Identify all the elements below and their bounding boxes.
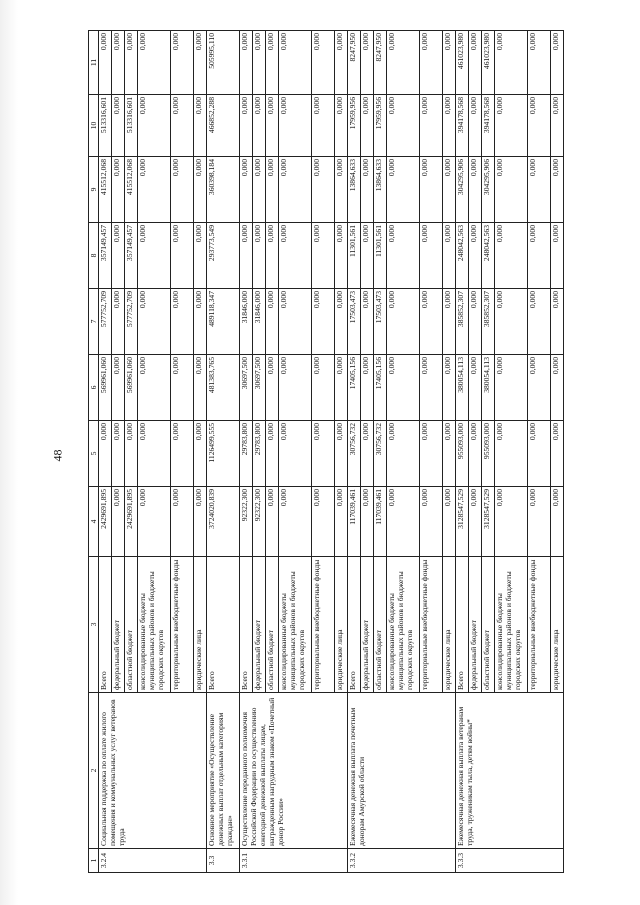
amount-cell: 0,000 bbox=[443, 421, 456, 487]
amount-cell: 0,000 bbox=[420, 95, 443, 157]
funding-source-cell: федеральный бюджет bbox=[361, 557, 374, 693]
amount-cell: 0,000 bbox=[528, 223, 551, 289]
amount-cell: 0,000 bbox=[387, 157, 420, 223]
funding-source-cell: консолидированные бюджеты муниципальных районов и бюджеты городских округов bbox=[495, 557, 528, 693]
amount-cell: 0,000 bbox=[387, 421, 420, 487]
item-number-cell: 3.3.3 bbox=[456, 849, 564, 873]
amount-cell: 0,000 bbox=[420, 421, 443, 487]
amount-cell: 394178,568 bbox=[482, 95, 495, 157]
column-number-cell: 7 bbox=[89, 289, 99, 355]
amount-cell: 0,000 bbox=[469, 487, 482, 557]
amount-cell: 248042,563 bbox=[456, 223, 469, 289]
amount-cell: 13864,633 bbox=[374, 157, 387, 223]
amount-cell: 0,000 bbox=[528, 487, 551, 557]
amount-cell: 461023,980 bbox=[456, 31, 469, 95]
funding-source-cell: консолидированные бюджеты муниципальных районов и бюджеты городских округов bbox=[279, 557, 312, 693]
column-number-cell: 4 bbox=[89, 487, 99, 557]
amount-cell: 0,000 bbox=[335, 157, 348, 223]
amount-cell: 0,000 bbox=[551, 157, 564, 223]
amount-cell: 0,000 bbox=[194, 223, 207, 289]
amount-cell: 0,000 bbox=[443, 289, 456, 355]
amount-cell: 304295,906 bbox=[482, 157, 495, 223]
amount-cell: 0,000 bbox=[312, 223, 335, 289]
amount-cell: 0,000 bbox=[171, 31, 194, 95]
amount-cell: 0,000 bbox=[361, 289, 374, 355]
amount-cell: 0,000 bbox=[312, 95, 335, 157]
amount-cell: 11301,561 bbox=[374, 223, 387, 289]
amount-cell: 0,000 bbox=[443, 31, 456, 95]
item-name-cell: Ежемесячная денежная выплата ветеранам труда, труженикам тыла, детям войны* bbox=[456, 693, 564, 849]
funding-source-cell: консолидированные бюджеты муниципальных районов и бюджеты городских округов bbox=[387, 557, 420, 693]
amount-cell: 0,000 bbox=[420, 487, 443, 557]
amount-cell: 0,000 bbox=[194, 157, 207, 223]
amount-cell: 30756,732 bbox=[374, 421, 387, 487]
funding-source-cell: территориальные внебюджетные фонды bbox=[171, 557, 194, 693]
item-name-cell: Осуществление переданного полномочия Российской Федерации по осуществлению ежегодной денежной выплаты лицам, награжденным нагрудным знаком «Почетный донор России» bbox=[240, 693, 348, 849]
amount-cell: 0,000 bbox=[387, 487, 420, 557]
amount-cell: 955093,000 bbox=[456, 421, 469, 487]
amount-cell: 0,000 bbox=[528, 157, 551, 223]
funding-source-cell: областной бюджет bbox=[125, 557, 138, 693]
amount-cell: 0,000 bbox=[266, 487, 279, 557]
table-row bbox=[348, 31, 361, 873]
page-number: 48 bbox=[50, 449, 65, 462]
amount-cell: 0,000 bbox=[138, 223, 171, 289]
amount-cell: 0,000 bbox=[112, 289, 125, 355]
amount-cell: 17503,473 bbox=[348, 289, 361, 355]
amount-cell: 0,000 bbox=[312, 487, 335, 557]
amount-cell: 30756,732 bbox=[348, 421, 361, 487]
amount-cell: 0,000 bbox=[420, 31, 443, 95]
funding-source-cell: федеральный бюджет bbox=[112, 557, 125, 693]
amount-cell: 0,000 bbox=[279, 355, 312, 421]
amount-cell: 0,000 bbox=[99, 421, 112, 487]
amount-cell: 8247,950 bbox=[348, 31, 361, 95]
amount-cell: 0,000 bbox=[495, 223, 528, 289]
amount-cell: 0,000 bbox=[240, 31, 253, 95]
amount-cell: 0,000 bbox=[112, 223, 125, 289]
amount-cell: 0,000 bbox=[469, 355, 482, 421]
amount-cell: 0,000 bbox=[312, 289, 335, 355]
amount-cell: 0,000 bbox=[335, 95, 348, 157]
amount-cell: 569961,060 bbox=[125, 355, 138, 421]
amount-cell: 0,000 bbox=[335, 289, 348, 355]
amount-cell: 357149,457 bbox=[125, 223, 138, 289]
amount-cell: 0,000 bbox=[279, 31, 312, 95]
amount-cell: 0,000 bbox=[443, 355, 456, 421]
amount-cell: 0,000 bbox=[469, 421, 482, 487]
amount-cell: 0,000 bbox=[495, 487, 528, 557]
amount-cell: 0,000 bbox=[138, 289, 171, 355]
amount-cell: 0,000 bbox=[171, 157, 194, 223]
rotated-page bbox=[88, 31, 560, 873]
amount-cell: 117039,461 bbox=[374, 487, 387, 557]
item-name-cell: Основное мероприятие «Осуществление денежных выплат отдельным категориям граждан» bbox=[207, 693, 240, 849]
funding-source-cell: федеральный бюджет bbox=[253, 557, 266, 693]
amount-cell: 2429691,895 bbox=[99, 487, 112, 557]
amount-cell: 13864,633 bbox=[348, 157, 361, 223]
amount-cell: 3128547,529 bbox=[456, 487, 469, 557]
amount-cell: 0,000 bbox=[335, 355, 348, 421]
amount-cell: 481383,765 bbox=[207, 355, 240, 421]
table-body bbox=[89, 31, 564, 873]
funding-source-cell: территориальные внебюджетные фонды bbox=[312, 557, 335, 693]
amount-cell: 0,000 bbox=[112, 31, 125, 95]
amount-cell: 0,000 bbox=[279, 223, 312, 289]
amount-cell: 0,000 bbox=[443, 95, 456, 157]
amount-cell: 0,000 bbox=[528, 95, 551, 157]
amount-cell: 0,000 bbox=[138, 355, 171, 421]
amount-cell: 0,000 bbox=[361, 95, 374, 157]
amount-cell: 3128547,529 bbox=[482, 487, 495, 557]
amount-cell: 17405,156 bbox=[374, 355, 387, 421]
column-number-cell: 11 bbox=[89, 31, 99, 95]
funding-source-cell: территориальные внебюджетные фонды bbox=[528, 557, 551, 693]
amount-cell: 0,000 bbox=[194, 421, 207, 487]
amount-cell: 30697,500 bbox=[253, 355, 266, 421]
amount-cell: 0,000 bbox=[361, 421, 374, 487]
amount-cell: 29783,800 bbox=[240, 421, 253, 487]
amount-cell: 0,000 bbox=[266, 95, 279, 157]
amount-cell: 17503,473 bbox=[374, 289, 387, 355]
amount-cell: 0,000 bbox=[171, 223, 194, 289]
amount-cell: 0,000 bbox=[125, 31, 138, 95]
amount-cell: 0,000 bbox=[194, 355, 207, 421]
amount-cell: 415512,068 bbox=[99, 157, 112, 223]
amount-cell: 2429691,895 bbox=[125, 487, 138, 557]
amount-cell: 0,000 bbox=[551, 289, 564, 355]
funding-source-cell: Всего bbox=[99, 557, 112, 693]
amount-cell: 0,000 bbox=[99, 31, 112, 95]
amount-cell: 0,000 bbox=[253, 223, 266, 289]
amount-cell: 0,000 bbox=[253, 95, 266, 157]
amount-cell: 0,000 bbox=[551, 487, 564, 557]
amount-cell: 17959,956 bbox=[374, 95, 387, 157]
amount-cell: 0,000 bbox=[194, 31, 207, 95]
amount-cell: 569961,060 bbox=[99, 355, 112, 421]
amount-cell: 0,000 bbox=[171, 487, 194, 557]
amount-cell: 0,000 bbox=[112, 487, 125, 557]
amount-cell: 0,000 bbox=[335, 223, 348, 289]
amount-cell: 0,000 bbox=[387, 355, 420, 421]
amount-cell: 415512,068 bbox=[125, 157, 138, 223]
amount-cell: 0,000 bbox=[361, 223, 374, 289]
amount-cell: 0,000 bbox=[112, 95, 125, 157]
amount-cell: 0,000 bbox=[138, 95, 171, 157]
amount-cell: 248042,563 bbox=[482, 223, 495, 289]
amount-cell: 0,000 bbox=[112, 355, 125, 421]
item-number-cell: 3.3.1 bbox=[240, 849, 348, 873]
amount-cell: 357149,457 bbox=[99, 223, 112, 289]
amount-cell: 0,000 bbox=[469, 95, 482, 157]
amount-cell: 0,000 bbox=[279, 421, 312, 487]
budget-table bbox=[88, 30, 564, 873]
amount-cell: 293773,549 bbox=[207, 223, 240, 289]
column-number-cell: 1 bbox=[89, 849, 99, 873]
amount-cell: 117039,461 bbox=[348, 487, 361, 557]
amount-cell: 0,000 bbox=[138, 31, 171, 95]
amount-cell: 0,000 bbox=[312, 157, 335, 223]
amount-cell: 0,000 bbox=[171, 95, 194, 157]
amount-cell: 0,000 bbox=[312, 31, 335, 95]
amount-cell: 0,000 bbox=[361, 355, 374, 421]
amount-cell: 0,000 bbox=[528, 31, 551, 95]
amount-cell: 385852,307 bbox=[456, 289, 469, 355]
amount-cell: 0,000 bbox=[551, 223, 564, 289]
column-number-row bbox=[89, 31, 99, 873]
amount-cell: 0,000 bbox=[443, 157, 456, 223]
item-number-cell: 3.3.2 bbox=[348, 849, 456, 873]
amount-cell: 380054,113 bbox=[482, 355, 495, 421]
amount-cell: 8247,950 bbox=[374, 31, 387, 95]
amount-cell: 385852,307 bbox=[482, 289, 495, 355]
amount-cell: 0,000 bbox=[420, 289, 443, 355]
amount-cell: 0,000 bbox=[266, 31, 279, 95]
table-row bbox=[456, 31, 469, 873]
amount-cell: 0,000 bbox=[112, 157, 125, 223]
funding-source-cell: юридические лица bbox=[194, 557, 207, 693]
amount-cell: 0,000 bbox=[469, 223, 482, 289]
amount-cell: 30697,500 bbox=[240, 355, 253, 421]
amount-cell: 0,000 bbox=[253, 157, 266, 223]
amount-cell: 461023,980 bbox=[482, 31, 495, 95]
amount-cell: 0,000 bbox=[361, 487, 374, 557]
amount-cell: 0,000 bbox=[495, 421, 528, 487]
column-number-cell: 10 bbox=[89, 95, 99, 157]
amount-cell: 0,000 bbox=[495, 157, 528, 223]
amount-cell: 0,000 bbox=[279, 487, 312, 557]
amount-cell: 0,000 bbox=[335, 487, 348, 557]
amount-cell: 0,000 bbox=[335, 421, 348, 487]
amount-cell: 0,000 bbox=[194, 487, 207, 557]
amount-cell: 360398,184 bbox=[207, 157, 240, 223]
item-number-cell: 3.2.4 bbox=[99, 849, 207, 873]
amount-cell: 0,000 bbox=[469, 157, 482, 223]
amount-cell: 0,000 bbox=[387, 289, 420, 355]
amount-cell: 0,000 bbox=[125, 421, 138, 487]
amount-cell: 513316,601 bbox=[99, 95, 112, 157]
amount-cell: 0,000 bbox=[528, 289, 551, 355]
funding-source-cell: Всего bbox=[207, 557, 240, 693]
item-name-cell: Социальная поддержка по оплате жилого помещения и коммунальных услуг ветеранов труда bbox=[99, 693, 207, 849]
amount-cell: 0,000 bbox=[420, 223, 443, 289]
amount-cell: 0,000 bbox=[528, 355, 551, 421]
amount-cell: 0,000 bbox=[194, 95, 207, 157]
amount-cell: 380054,113 bbox=[456, 355, 469, 421]
amount-cell: 0,000 bbox=[171, 421, 194, 487]
amount-cell: 0,000 bbox=[138, 487, 171, 557]
amount-cell: 394178,568 bbox=[456, 95, 469, 157]
column-number-cell: 2 bbox=[89, 693, 99, 849]
amount-cell: 0,000 bbox=[420, 157, 443, 223]
amount-cell: 31846,000 bbox=[240, 289, 253, 355]
amount-cell: 0,000 bbox=[361, 157, 374, 223]
funding-source-cell: юридические лица bbox=[551, 557, 564, 693]
amount-cell: 0,000 bbox=[253, 31, 266, 95]
amount-cell: 0,000 bbox=[112, 421, 125, 487]
amount-cell: 489118,347 bbox=[207, 289, 240, 355]
amount-cell: 0,000 bbox=[266, 223, 279, 289]
funding-source-cell: областной бюджет bbox=[482, 557, 495, 693]
amount-cell: 0,000 bbox=[495, 289, 528, 355]
amount-cell: 0,000 bbox=[495, 355, 528, 421]
amount-cell: 0,000 bbox=[469, 31, 482, 95]
funding-source-cell: консолидированные бюджеты муниципальных районов и бюджеты городских округов bbox=[138, 557, 171, 693]
amount-cell: 3724020,839 bbox=[207, 487, 240, 557]
amount-cell: 17405,156 bbox=[348, 355, 361, 421]
item-number-cell: 3.3 bbox=[207, 849, 240, 873]
funding-source-cell: Всего bbox=[456, 557, 469, 693]
amount-cell: 304295,906 bbox=[456, 157, 469, 223]
amount-cell: 0,000 bbox=[528, 421, 551, 487]
amount-cell: 0,000 bbox=[495, 95, 528, 157]
amount-cell: 0,000 bbox=[335, 31, 348, 95]
amount-cell: 0,000 bbox=[240, 95, 253, 157]
amount-cell: 513316,601 bbox=[125, 95, 138, 157]
column-number-cell: 9 bbox=[89, 157, 99, 223]
amount-cell: 0,000 bbox=[171, 289, 194, 355]
column-number-cell: 8 bbox=[89, 223, 99, 289]
amount-cell: 0,000 bbox=[266, 157, 279, 223]
amount-cell: 0,000 bbox=[387, 95, 420, 157]
amount-cell: 577752,709 bbox=[99, 289, 112, 355]
amount-cell: 0,000 bbox=[240, 157, 253, 223]
scan-edge bbox=[0, 0, 18, 905]
amount-cell: 0,000 bbox=[194, 289, 207, 355]
table-row bbox=[99, 31, 112, 873]
amount-cell: 0,000 bbox=[361, 31, 374, 95]
table-row bbox=[207, 31, 240, 873]
amount-cell: 0,000 bbox=[551, 355, 564, 421]
amount-cell: 0,000 bbox=[469, 289, 482, 355]
amount-cell: 505995,110 bbox=[207, 31, 240, 95]
amount-cell: 1126499,555 bbox=[207, 421, 240, 487]
column-number-cell: 3 bbox=[89, 557, 99, 693]
funding-source-cell: территориальные внебюджетные фонды bbox=[420, 557, 443, 693]
funding-source-cell: юридические лица bbox=[443, 557, 456, 693]
amount-cell: 11301,561 bbox=[348, 223, 361, 289]
amount-cell: 17959,956 bbox=[348, 95, 361, 157]
column-number-cell: 6 bbox=[89, 355, 99, 421]
funding-source-cell: областной бюджет bbox=[266, 557, 279, 693]
amount-cell: 0,000 bbox=[387, 31, 420, 95]
amount-cell: 0,000 bbox=[138, 157, 171, 223]
funding-source-cell: Всего bbox=[348, 557, 361, 693]
amount-cell: 955093,000 bbox=[482, 421, 495, 487]
amount-cell: 0,000 bbox=[266, 421, 279, 487]
table-row bbox=[240, 31, 253, 873]
amount-cell: 0,000 bbox=[551, 95, 564, 157]
amount-cell: 0,000 bbox=[266, 289, 279, 355]
amount-cell: 577752,709 bbox=[125, 289, 138, 355]
funding-source-cell: федеральный бюджет bbox=[469, 557, 482, 693]
amount-cell: 0,000 bbox=[279, 157, 312, 223]
amount-cell: 92322,300 bbox=[253, 487, 266, 557]
column-number-cell: 5 bbox=[89, 421, 99, 487]
amount-cell: 0,000 bbox=[240, 223, 253, 289]
amount-cell: 29783,800 bbox=[253, 421, 266, 487]
amount-cell: 31846,000 bbox=[253, 289, 266, 355]
amount-cell: 0,000 bbox=[138, 421, 171, 487]
amount-cell: 0,000 bbox=[495, 31, 528, 95]
amount-cell: 0,000 bbox=[279, 95, 312, 157]
funding-source-cell: Всего bbox=[240, 557, 253, 693]
item-name-cell: Ежемесячная денежная выплата почетным донорам Амурской области bbox=[348, 693, 456, 849]
amount-cell: 0,000 bbox=[551, 31, 564, 95]
amount-cell: 0,000 bbox=[443, 223, 456, 289]
amount-cell: 466852,288 bbox=[207, 95, 240, 157]
amount-cell: 92322,300 bbox=[240, 487, 253, 557]
amount-cell: 0,000 bbox=[551, 421, 564, 487]
amount-cell: 0,000 bbox=[420, 355, 443, 421]
amount-cell: 0,000 bbox=[312, 421, 335, 487]
amount-cell: 0,000 bbox=[443, 487, 456, 557]
amount-cell: 0,000 bbox=[387, 223, 420, 289]
amount-cell: 0,000 bbox=[279, 289, 312, 355]
funding-source-cell: юридические лица bbox=[335, 557, 348, 693]
amount-cell: 0,000 bbox=[171, 355, 194, 421]
funding-source-cell: областной бюджет bbox=[374, 557, 387, 693]
amount-cell: 0,000 bbox=[312, 355, 335, 421]
amount-cell: 0,000 bbox=[266, 355, 279, 421]
